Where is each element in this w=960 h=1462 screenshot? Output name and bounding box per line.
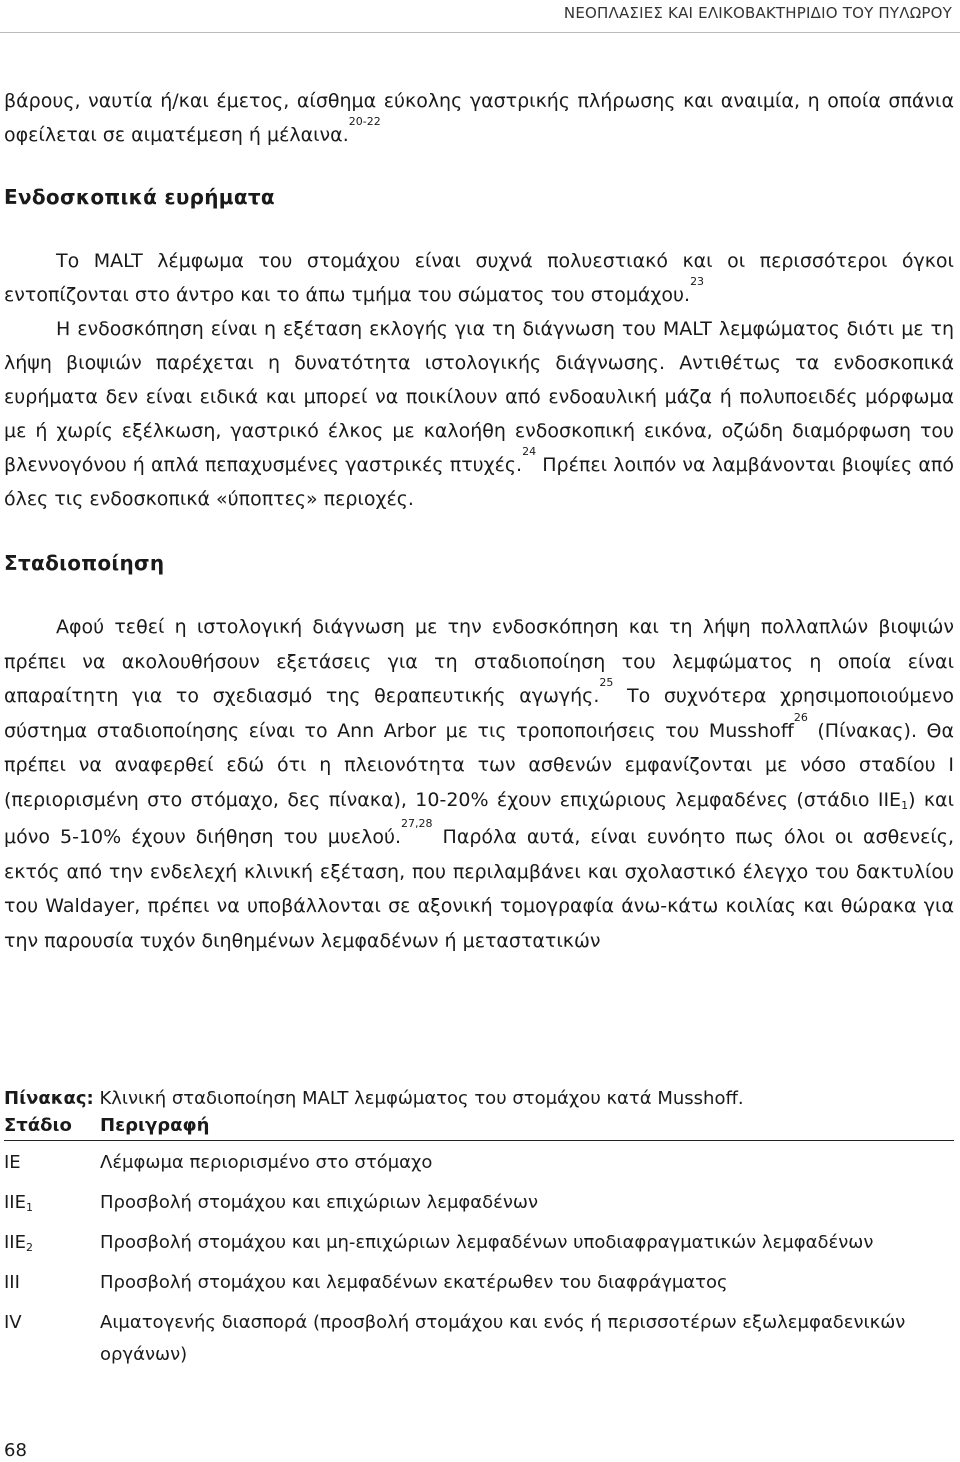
description-cell: Αιματογενής διασπορά (προσβολή στομάχου και ενός ή περισσοτέρων εξωλεμφαδενικών οργάνων) [100,1312,906,1365]
table-row [4,1307,954,1371]
table-row [4,1187,954,1221]
stage-cell: $IIE_2$ [4,1232,33,1254]
citation: 20-22 [348,115,381,128]
table-caption: Πίνακας: Κλινική σταδιοποίηση MALT λεμφώματος του στομάχου κατά Musshoff. [4,1088,744,1109]
citation: 23 [690,275,705,288]
stage-cell: IE [4,1152,21,1173]
section-heading-endoscopy: Ενδοσκοπικά ευρήματα [4,185,275,209]
table-row [4,1227,954,1261]
citation: 25 [599,676,614,689]
citation: 27,28 [401,817,433,830]
column-header-stage: Στάδιο [4,1115,72,1136]
citation: 26 [793,710,808,724]
stage-cell: III [4,1272,20,1293]
description-cell: Προσβολή στομάχου και λεμφαδένων εκατέρωθεν του διαφράγματος [100,1272,728,1293]
section-heading-staging: Σταδιοποίηση [4,551,165,575]
description-cell: Λέμφωμα περιορισμένο στο στόμαχο [100,1152,433,1173]
description-cell: Προσβολή στομάχου και επιχώριων λεμφαδένων [100,1192,539,1213]
table-row [4,1267,954,1301]
description-cell: Προσβολή στομάχου και μη-επιχώριων λεμφαδένων υποδιαφραγματικών λεμφαδένων [100,1232,874,1253]
stage-cell: $IIE_1$ [4,1192,33,1214]
subscript: 1 [901,798,909,812]
endoscopy-paragraph-2: Η ενδοσκόπηση είναι η εξέταση εκλογής για τη διάγνωση του MALT λεμφώματος διότι με τη λήψη βιοψιών παρέχεται η δυνατότητα ιστολογικής διάγνωσης. Αντιθέτως τα ενδοσκοπικά ευρήματα δεν είναι ειδικά και μπορεί να ποικίλουν από ενδοαυλική μάζα ή πολυποειδές μόρφωμα με ή χωρίς εξέλκωση, γαστρικό έλκος με καλοήθη ενδοσκοπική εικόνα, οζώδη διαμόρφωση του βλεννογόνου ή απλά πεπαχυσμένες γαστρικές πτυχές.$^{24}$ Πρέπει λοιπόν να λαμβάνονται βιοψίες από όλες τις ενδοσκοπικά «ύποπτες» περιοχές. [4,318,954,510]
table-header-row [4,1112,954,1141]
header-rule [0,32,960,33]
column-header-description: Περιγραφή [100,1115,210,1136]
body-content [4,84,954,958]
staging-paragraph: Αφού τεθεί η ιστολογική διάγνωση με την ενδοσκόπηση και τη λήψη πολλαπλών βιοψιών πρέπει να ακολουθήσουν εξετάσεις για τη σταδιοποίηση του λεμφώματος η οποία είναι απαραίτητη για το σχεδιασμό της θεραπευτικής αγωγής.$^{25}$ Το συχνότερα χρησιμοποιούμενο σύστημα σταδιοποίησης είναι το Ann Arbor με τις τροποποιήσεις του Musshoff$^{26}$ (Πίνακας). Θα πρέπει να αναφερθεί εδώ ότι η πλειονότητα των ασθενών εμφανίζονται με νόσο σταδίου I (περιορισμένη στο στόμαχο, δες πίνακα), 10-20% έχουν επιχώριους λεμφαδένες (στάδιο $IIE_1$) και μόνο 5-10% έχουν διήθηση του μυελού.$^{27,28}$ Παρόλα αυτά, είναι ευνόητο πως όλοι οι ασθενείς, εκτός από την ενδελεχή κλινική εξέταση, που περιλαμβάνει και σχολαστικό έλεγχο του δακτυλίου του Waldayer, πρέπει να υποβάλλονται σε αξονική τομογραφία άνω-κάτω κοιλίας και θώρακα για την παρουσία τυχόν διηθημένων λεμφαδένων ή μεταστατικών [4,616,955,952]
stage-cell: IV [4,1312,22,1333]
citation: 24 [522,445,537,458]
intro-paragraph: βάρους, ναυτία ή/και έμετος, αίσθημα εύκολης γαστρικής πλήρωσης και αναιμία, η οποία σπάνια οφείλεται σε αιματέμεση ή μέλαινα.$^{20-22}$ [4,90,954,146]
endoscopy-paragraph-1: Το MALT λέμφωμα του στομάχου είναι συχνά πολυεστιακό και οι περισσότεροι όγκοι εντοπίζονται στο άντρο και το άπω τμήμα του σώματος του στομάχου.$^{23}$ [4,250,954,306]
running-header: ΝΕΟΠΛΑΣΙΕΣ ΚΑΙ ΕΛΙΚΟΒΑΚΤΗΡΙΔΙΟ ΤΟΥ ΠΥΛΩΡΟΥ [563,4,952,22]
table-row [4,1147,954,1181]
page-number: 68 [4,1440,27,1461]
staging-table [4,1086,954,1371]
